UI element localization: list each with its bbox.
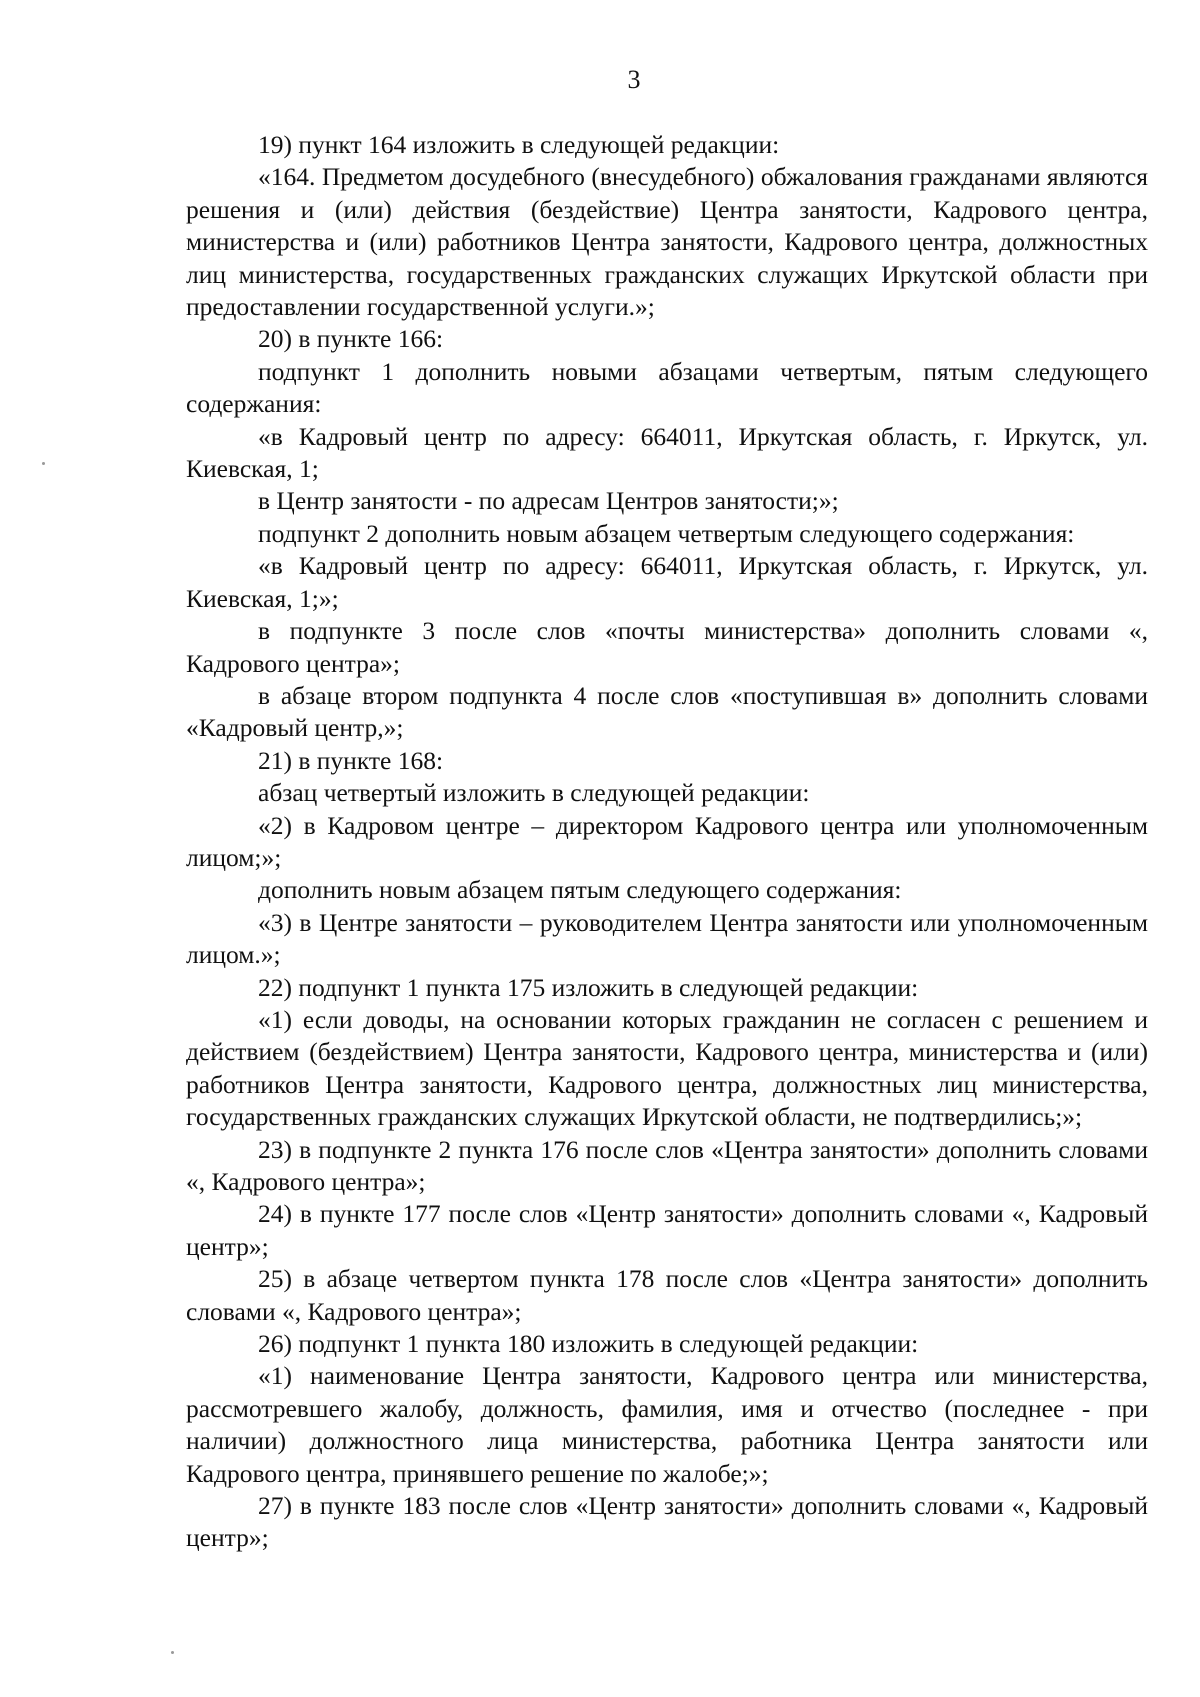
paragraph-subitem-1: подпункт 1 дополнить новыми абзацами четвертым, пятым следующего содержания:	[186, 356, 1148, 419]
paragraph-item-19: 19) пункт 164 изложить в следующей редакции:	[258, 130, 780, 159]
paragraph-item-26: 26) подпункт 1 пункта 180 изложить в следующей редакции:	[258, 1329, 919, 1359]
page-number: 3	[627, 65, 641, 94]
paragraph-employment-centers: в Центр занятости - по адресам Центров занятости;»;	[258, 486, 839, 516]
paragraph-address-2: «в Кадровый центр по адресу: 664011, Иркутская область, г. Иркутск, ул. Киевская, 1;»;	[186, 551, 1148, 613]
paragraph-subitem-4: в абзаце втором подпункта 4 после слов «поступившая в» дополнить словами «Кадровый центр,»;	[186, 680, 1148, 743]
paragraph-cadre-center-director: «2) в Кадровом центре – директором Кадрового центра или уполномоченным лицом;»;	[186, 810, 1148, 872]
paragraph-item-24: 24) в пункте 177 после слов «Центр занятости» дополнить словами «, Кадровый центр»;	[186, 1199, 1148, 1261]
paragraph-item-27: 27) в пункте 183 после слов «Центр занятости» дополнить словами «, Кадровый центр»;	[186, 1491, 1148, 1553]
paragraph-subitem-2: подпункт 2 дополнить новым абзацем четвертым следующего содержания:	[258, 518, 1075, 548]
paragraph-item-21: 21) в пункте 168:	[258, 745, 444, 775]
paragraph-subitem-3: в подпункте 3 после слов «почты министерства» дополнить словами «, Кадрового центра»;	[186, 616, 1148, 678]
paragraph-item-25: 25) в абзаце четвертом пункта 178 после слов «Центра занятости» дополнить словами «, Кадрового центра»;	[186, 1264, 1148, 1326]
document-body	[186, 129, 1148, 1555]
paragraph-item-23: 23) в подпункте 2 пункта 176 после слов «Центра занятости» дополнить словами «, Кадрового центра»;	[186, 1134, 1148, 1196]
paragraph-fourth-abzac: абзац четвертый изложить в следующей редакции:	[258, 778, 810, 808]
scan-speck	[171, 1651, 174, 1654]
paragraph-employment-center-head: «3) в Центре занятости – руководителем Центра занятости или уполномоченным лицом.»;	[186, 907, 1148, 970]
paragraph-fifth-abzac: дополнить новым абзацем пятым следующего содержания:	[258, 875, 902, 905]
scan-speck	[42, 462, 45, 465]
paragraph-point-164-text: «164. Предметом досудебного (внесудебного) обжалования гражданами являются решения и (или) действия (бездействие) Центра занятости, Кадрового центра, министерства и (или) работников Центра занятости, Кадрового центра, должностных лиц министерства, государственных гражданских служащих Иркутской области при предоставлении государственной услуги.»;	[186, 162, 1148, 322]
paragraph-point-180-text: «1) наименование Центра занятости, Кадрового центра или министерства, рассмотревшего жалобу, должность, фамилия, имя и отчество (последнее - при наличии) должностного лица министерства, работника Центра занятости или Кадрового центра, принявшего решение по жалобе;»;	[186, 1361, 1148, 1488]
paragraph-point-175-text: «1) если доводы, на основании которых гражданин не согласен с решением и действием (бездействием) Центра занятости, Кадрового центра, министерства и (или) работников Центра занятости, Кадрового центра, должностных лиц министерства, государственных гражданских служащих Иркутской области, не подтвердились;»;	[186, 1004, 1148, 1132]
paragraph-item-20: 20) в пункте 166:	[258, 324, 444, 354]
paragraph-address-1: «в Кадровый центр по адресу: 664011, Иркутская область, г. Иркутск, ул. Киевская, 1;	[186, 421, 1148, 484]
paragraph-item-22: 22) подпункт 1 пункта 175 изложить в следующей редакции:	[258, 972, 919, 1002]
